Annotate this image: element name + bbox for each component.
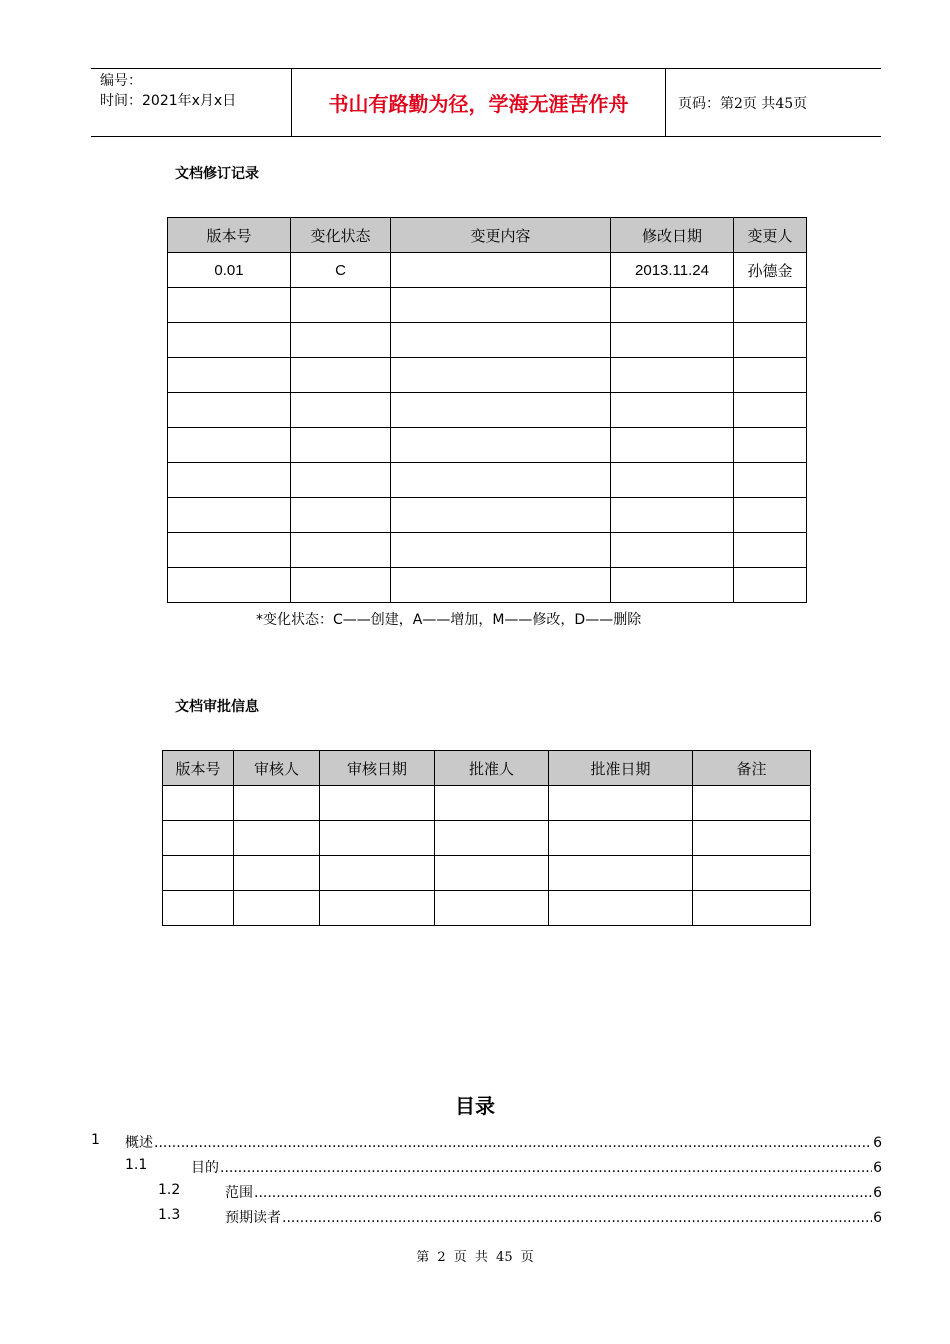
table-cell [611,463,734,498]
header-meta [91,69,292,136]
header-motto: 书山有路勤为径，学海无涯苦作舟 [292,69,666,136]
table-cell [611,323,734,358]
toc-entry[interactable] [125,1132,882,1152]
table-row [163,891,811,926]
header-time: 时间：2021年x月x日 [100,93,237,109]
table-cell: 2013.11.24 [611,253,734,288]
toc-entry-number: 1.3 [158,1207,181,1223]
table-cell [168,568,291,603]
table-cell [391,498,611,533]
page-header [91,68,881,137]
table-cell [734,393,807,428]
table-cell [391,358,611,393]
table-cell [734,428,807,463]
table-cell [611,498,734,533]
approval-header-row [163,751,811,786]
toc-leader [282,1210,872,1226]
header-number: 编号： [100,73,142,89]
table-row [168,568,807,603]
toc-leader [220,1160,872,1176]
table-cell [734,568,807,603]
table-cell [168,323,291,358]
table-cell [163,891,234,926]
table-cell [168,358,291,393]
table-cell [734,498,807,533]
toc-entry-page: 6 [873,1135,882,1151]
revision-table [167,217,807,603]
table-cell [435,891,549,926]
col-approver: 批准人 [435,751,549,786]
table-cell [693,891,811,926]
table-row [168,428,807,463]
table-cell [168,533,291,568]
table-cell [234,856,320,891]
table-cell [234,891,320,926]
col-version: 版本号 [168,218,291,253]
table-cell [734,463,807,498]
table-cell [291,533,391,568]
table-cell [168,288,291,323]
table-row [168,463,807,498]
table-cell [234,786,320,821]
col-author: 变更人 [734,218,807,253]
table-cell [435,786,549,821]
table-cell [391,393,611,428]
toc-title: 目录 [455,1094,495,1118]
table-cell: C [291,253,391,288]
table-cell [734,323,807,358]
table-cell [163,856,234,891]
table-cell [291,358,391,393]
table-row [168,253,807,288]
table-cell [611,533,734,568]
table-row [168,393,807,428]
table-cell [291,288,391,323]
table-cell [291,393,391,428]
status-note: *变化状态：C——创建，A——增加，M——修改，D——删除 [256,612,642,628]
table-cell [320,821,435,856]
col-date: 修改日期 [611,218,734,253]
table-cell [168,463,291,498]
table-cell [549,891,693,926]
toc-entry-label: 范围 [225,1185,253,1201]
col-content: 变更内容 [391,218,611,253]
page-footer: 第 2 页 共 45 页 [416,1250,534,1265]
toc-entry-number: 1.1 [125,1157,148,1173]
table-cell [693,786,811,821]
table-cell [611,428,734,463]
toc-entry-number: 1.2 [158,1182,181,1198]
approval-table [162,750,811,926]
table-cell [734,358,807,393]
col-approve-date: 批准日期 [549,751,693,786]
table-cell [291,323,391,358]
table-cell [320,891,435,926]
table-cell [693,821,811,856]
table-cell [549,786,693,821]
table-row [163,821,811,856]
table-cell [168,393,291,428]
toc-entry-page: 6 [873,1160,882,1176]
toc-entry[interactable] [225,1182,882,1202]
table-cell [391,323,611,358]
table-cell [611,358,734,393]
table-cell [391,253,611,288]
toc-entry-label: 预期读者 [225,1210,281,1226]
toc-leader [254,1185,872,1201]
table-cell [734,288,807,323]
table-cell [391,463,611,498]
table-cell [391,288,611,323]
col-review-date: 审核日期 [320,751,435,786]
table-row [168,533,807,568]
table-cell [168,428,291,463]
header-page: 页码：第2页 共45页 [678,95,808,112]
table-cell [611,288,734,323]
table-cell [391,533,611,568]
table-row [168,358,807,393]
toc-leader [154,1135,872,1151]
table-cell [734,533,807,568]
table-cell [234,821,320,856]
table-cell [320,786,435,821]
toc-entry-page: 6 [873,1210,882,1226]
revision-header-row [168,218,807,253]
table-row [163,856,811,891]
toc-entry-page: 6 [873,1185,882,1201]
table-cell: 孙德金 [734,253,807,288]
table-cell [391,568,611,603]
table-cell [291,568,391,603]
table-cell [435,856,549,891]
table-row [168,498,807,533]
table-cell [320,856,435,891]
table-cell: 0.01 [168,253,291,288]
table-cell [549,821,693,856]
table-cell [549,856,693,891]
col-remarks: 备注 [693,751,811,786]
col-status: 变化状态 [291,218,391,253]
table-cell [291,428,391,463]
table-cell [693,856,811,891]
col-reviewer: 审核人 [234,751,320,786]
table-cell [291,498,391,533]
table-cell [611,393,734,428]
table-row [168,323,807,358]
toc-entry-number: 1 [91,1132,100,1148]
toc-entry[interactable] [191,1157,882,1177]
table-cell [611,568,734,603]
table-cell [435,821,549,856]
col-version: 版本号 [163,751,234,786]
table-cell [163,786,234,821]
table-row [163,786,811,821]
toc-entry-label: 目的 [191,1160,219,1176]
approval-title: 文档审批信息 [175,699,259,715]
table-row [168,288,807,323]
toc-entry[interactable] [225,1207,882,1227]
table-cell [291,463,391,498]
table-cell [168,498,291,533]
toc-entry-label: 概述 [125,1135,153,1151]
revision-title: 文档修订记录 [175,166,259,182]
table-cell [391,428,611,463]
table-cell [163,821,234,856]
